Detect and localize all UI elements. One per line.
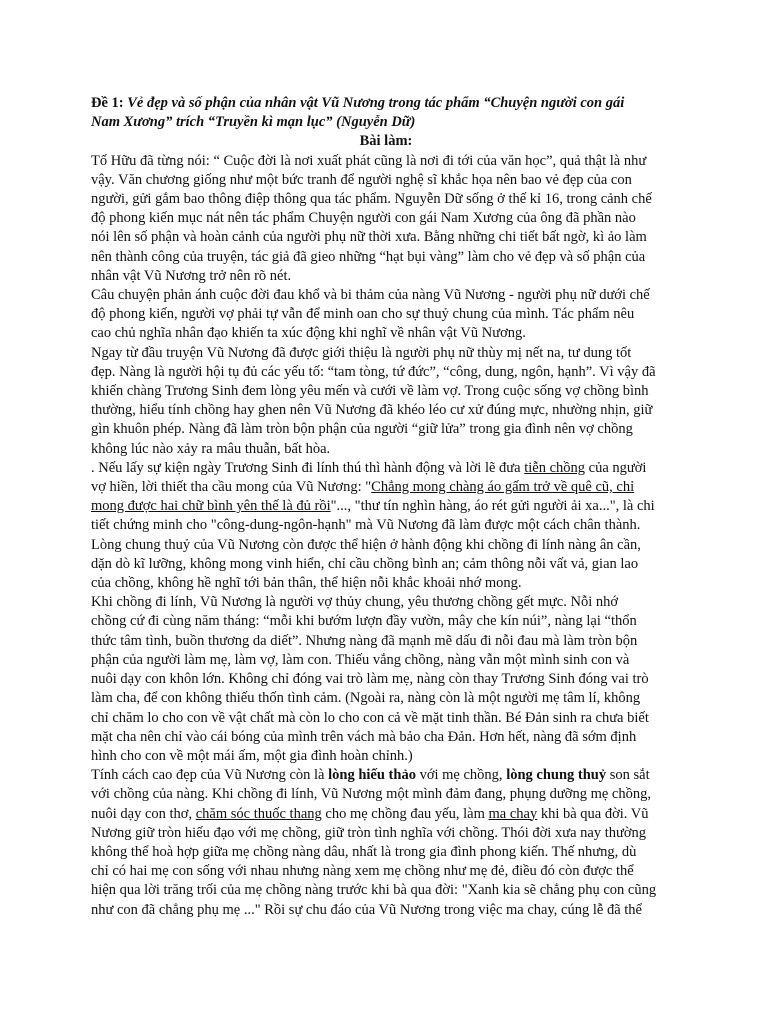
text-line: nhân vật Vũ Nương trở nên rõ nét. [91, 267, 292, 284]
text-line: thường, hiểu tính chồng hay ghen nên Vũ Nương đã khéo léo cư xử đúng mực, nhường nhịn, giữ [91, 402, 653, 419]
text-line: với chồng của nàng. Khi chồng đi lính, Vũ Nương một mình đảm đang, phụng dưỡng mẹ chồng, [91, 786, 651, 803]
text-line [91, 459, 681, 478]
text-span: với mẹ chồng, [415, 767, 507, 784]
text-line [91, 805, 681, 824]
text-span: son sắt [606, 767, 650, 784]
text-line: phận của người làm mẹ, làm vợ, làm con. Thiếu vắng chồng, nàng vẫn một mình sinh con và [91, 651, 630, 668]
text-line [91, 497, 681, 516]
underlined-quote: mong được hai chữ bình yên thế là đủ rồi [91, 498, 331, 515]
text-line: nói lên số phận và hoàn cảnh của người phụ nữ thời xưa. Bằng những chi tiết bất ngờ, kì ảo làm [91, 229, 647, 246]
underlined-quote: Chẳng mong chàng áo gấm trở về quê cũ, chỉ [371, 479, 635, 496]
text-line: tiết chứng minh cho "công-dung-ngôn-hạnh" mà Vũ Nương đã làm được một cách chân thành. [91, 517, 641, 534]
text-line: Câu chuyện phản ánh cuộc đời đau khổ và bi thảm của nàng Vũ Nương - người phụ nữ dưới chế [91, 287, 650, 304]
text-line: khiến chàng Trương Sinh đem lòng yêu mến và cưới về làm vợ. Trong cuộc sống vợ chồng bình [91, 383, 649, 400]
text-line: đẹp. Nàng là người hội tụ đủ các yếu tố: “tam tòng, tứ đức”, “công, dung, ngôn, hạnh”. Vì vậy đã [91, 363, 656, 380]
text-line: mặt cha nên chỉ vào cái bóng của mình trên vách mà bảo cha Đản. Hơn hết, nàng đã sớm định [91, 728, 637, 745]
exam-label: Đề 1: [91, 95, 124, 111]
text-span: . Nếu lấy sự kiện ngày Trương Sinh đi lính thú thì hành động và lời lẽ đưa [91, 459, 525, 476]
text-line: độ phong kiến mục nát nên tác phẩm Chuyện người con gái Nam Xương của ông đã phần nào [91, 210, 636, 227]
text-line: nuôi dạy con khôn lớn. Không chỉ đóng vai trò làm mẹ, nàng còn thay Trương Sinh đóng vai trò [91, 671, 649, 688]
text-line: như con đã chẳng phụ mẹ ..." Rồi sự chu đáo của Vũ Nương trong việc ma chay, cúng lễ đã thể [91, 901, 642, 918]
text-line: hiện qua lời trăng trối của mẹ chồng nàng trước khi bà qua đời: "Xanh kia sẽ chẳng phụ con cũng [91, 882, 657, 899]
text-line: gìn khuôn phép. Nàng đã làm tròn bộn phận của người “giữ lửa” trong gia đình nên vợ chồng [91, 421, 633, 438]
text-line: chồng cứ đi cùng năm tháng: “mỗi khi bướm lượn đầy vườn, mây che kín núi”, nàng lại “thổn [91, 613, 637, 630]
text-span: Tính cách cao đẹp của Vũ Nương còn là [91, 767, 329, 784]
bold-phrase: lòng hiếu thảo [328, 767, 416, 784]
text-line: chỉ có hai mẹ con sống với nhau nhưng nàng xem mẹ chồng như mẹ đẻ, điều đó còn được thể [91, 863, 634, 880]
text-line: không lúc nào xảy ra mâu thuẫn, bất hòa. [91, 440, 331, 457]
text-line: làm cha, để con không thiếu thốn tình cảm. (Ngoài ra, nàng còn là một người mẹ tâm lí, không [91, 690, 641, 707]
essay-body [91, 94, 681, 920]
underlined-phrase: chăm sóc thuốc thang [195, 805, 322, 822]
section-heading: Bài làm: [359, 133, 413, 150]
text-span: cho mẹ chồng đau yếu, làm [321, 805, 489, 822]
text-line: vậy. Văn chương giống như một bức tranh để người nghệ sĩ khắc họa nên bao vẻ đẹp của con [91, 171, 632, 188]
essay-title: Vẻ đẹp và số phận của nhân vật Vũ Nương trong tác phẩm “Chuyện người con gái [123, 95, 625, 111]
text-line: không thể hoà hợp giữa mẹ chồng nàng dâu, nhất là trong gia đình phong kiến. Thế nhưng, dù [91, 843, 637, 860]
text-line: của chồng, không hề nghĩ tới bản thân, thể hiện nỗi khắc khoải nhớ mong. [91, 575, 522, 592]
text-line: độ phong kiến, người vợ phải tự vẫn để minh oan cho sự thuỷ chung của mình. Tác phẩm nêu [91, 306, 635, 323]
text-span: vợ hiền, lời thiết tha cầu mong của Vũ Nương: " [91, 479, 372, 496]
essay-title-cont: Nam Xương” trích “Truyền kì mạn lục” (Nguyễn Dữ) [91, 114, 416, 131]
text-span: của người [585, 459, 647, 476]
text-line [91, 766, 681, 785]
text-line: hình cho con về một mái ấm, một gia đình hoàn chỉnh.) [91, 747, 413, 764]
text-span: khi bà qua đời. Vũ [537, 805, 649, 822]
text-line: Tố Hữu đã từng nói: “ Cuộc đời là nơi xuất phát cũng là nơi đi tới của văn học”, quả thật là như [91, 152, 647, 169]
bold-phrase: lòng chung thuỷ [506, 767, 607, 784]
text-line: chỉ chăm lo cho con về vật chất mà còn lo cho con cả về mặt tinh thần. Bé Đản sinh ra chưa biết [91, 709, 649, 726]
underlined-phrase: tiễn chồng [524, 459, 586, 476]
essay-title-line-2 [91, 113, 681, 132]
essay-title-line-1 [91, 94, 681, 113]
text-line: dặn dò kĩ lưỡng, không mong vinh hiển, chỉ cầu chồng bình an; cảm thông nỗi vất vả, gian lao [91, 555, 639, 572]
text-line: Ngay từ đầu truyện Vũ Nương đã được giới thiệu là người phụ nữ thùy mị nết na, tư dung tốt [91, 344, 632, 361]
text-line: Nương giữ tròn hiếu đạo với mẹ chồng, giữ tròn tình nghĩa với chồng. Thói đời xưa nay thường [91, 824, 646, 841]
text-span: "..., "thư tín nghìn hàng, áo rét gửi người ải xa...", là chi [330, 498, 655, 515]
text-line: Lòng chung thuỷ của Vũ Nương còn được thể hiện ở hành động khi chồng đi lính nàng ân cần, [91, 536, 641, 553]
text-line: cao chủ nghĩa nhân đạo khiến ta xúc động khi nghĩ về nhân vật Vũ Nương. [91, 325, 526, 342]
text-line: nên thành công của truyện, tác giả đã gieo những “hạt bụi vàng” làm cho vẻ đẹp và số phận của [91, 248, 646, 265]
text-line: người, gửi gắm bao thông điệp thông qua tác phẩm. Nguyễn Dữ sống ở thế kỉ 16, trong cảnh chế [91, 191, 652, 208]
text-span: nuôi dạy con thơ, [91, 805, 196, 822]
underlined-phrase: ma chay [488, 805, 538, 822]
text-line: thức tâm tình, buồn thương da diết”. Nhưng nàng đã mạnh mẽ dấu đi nỗi đau mà làm tròn bộn [91, 632, 638, 649]
text-line [91, 478, 681, 497]
text-line: Khi chồng đi lính, Vũ Nương là người vợ thủy chung, yêu thương chồng gết mực. Nỗi nhớ [91, 594, 619, 611]
